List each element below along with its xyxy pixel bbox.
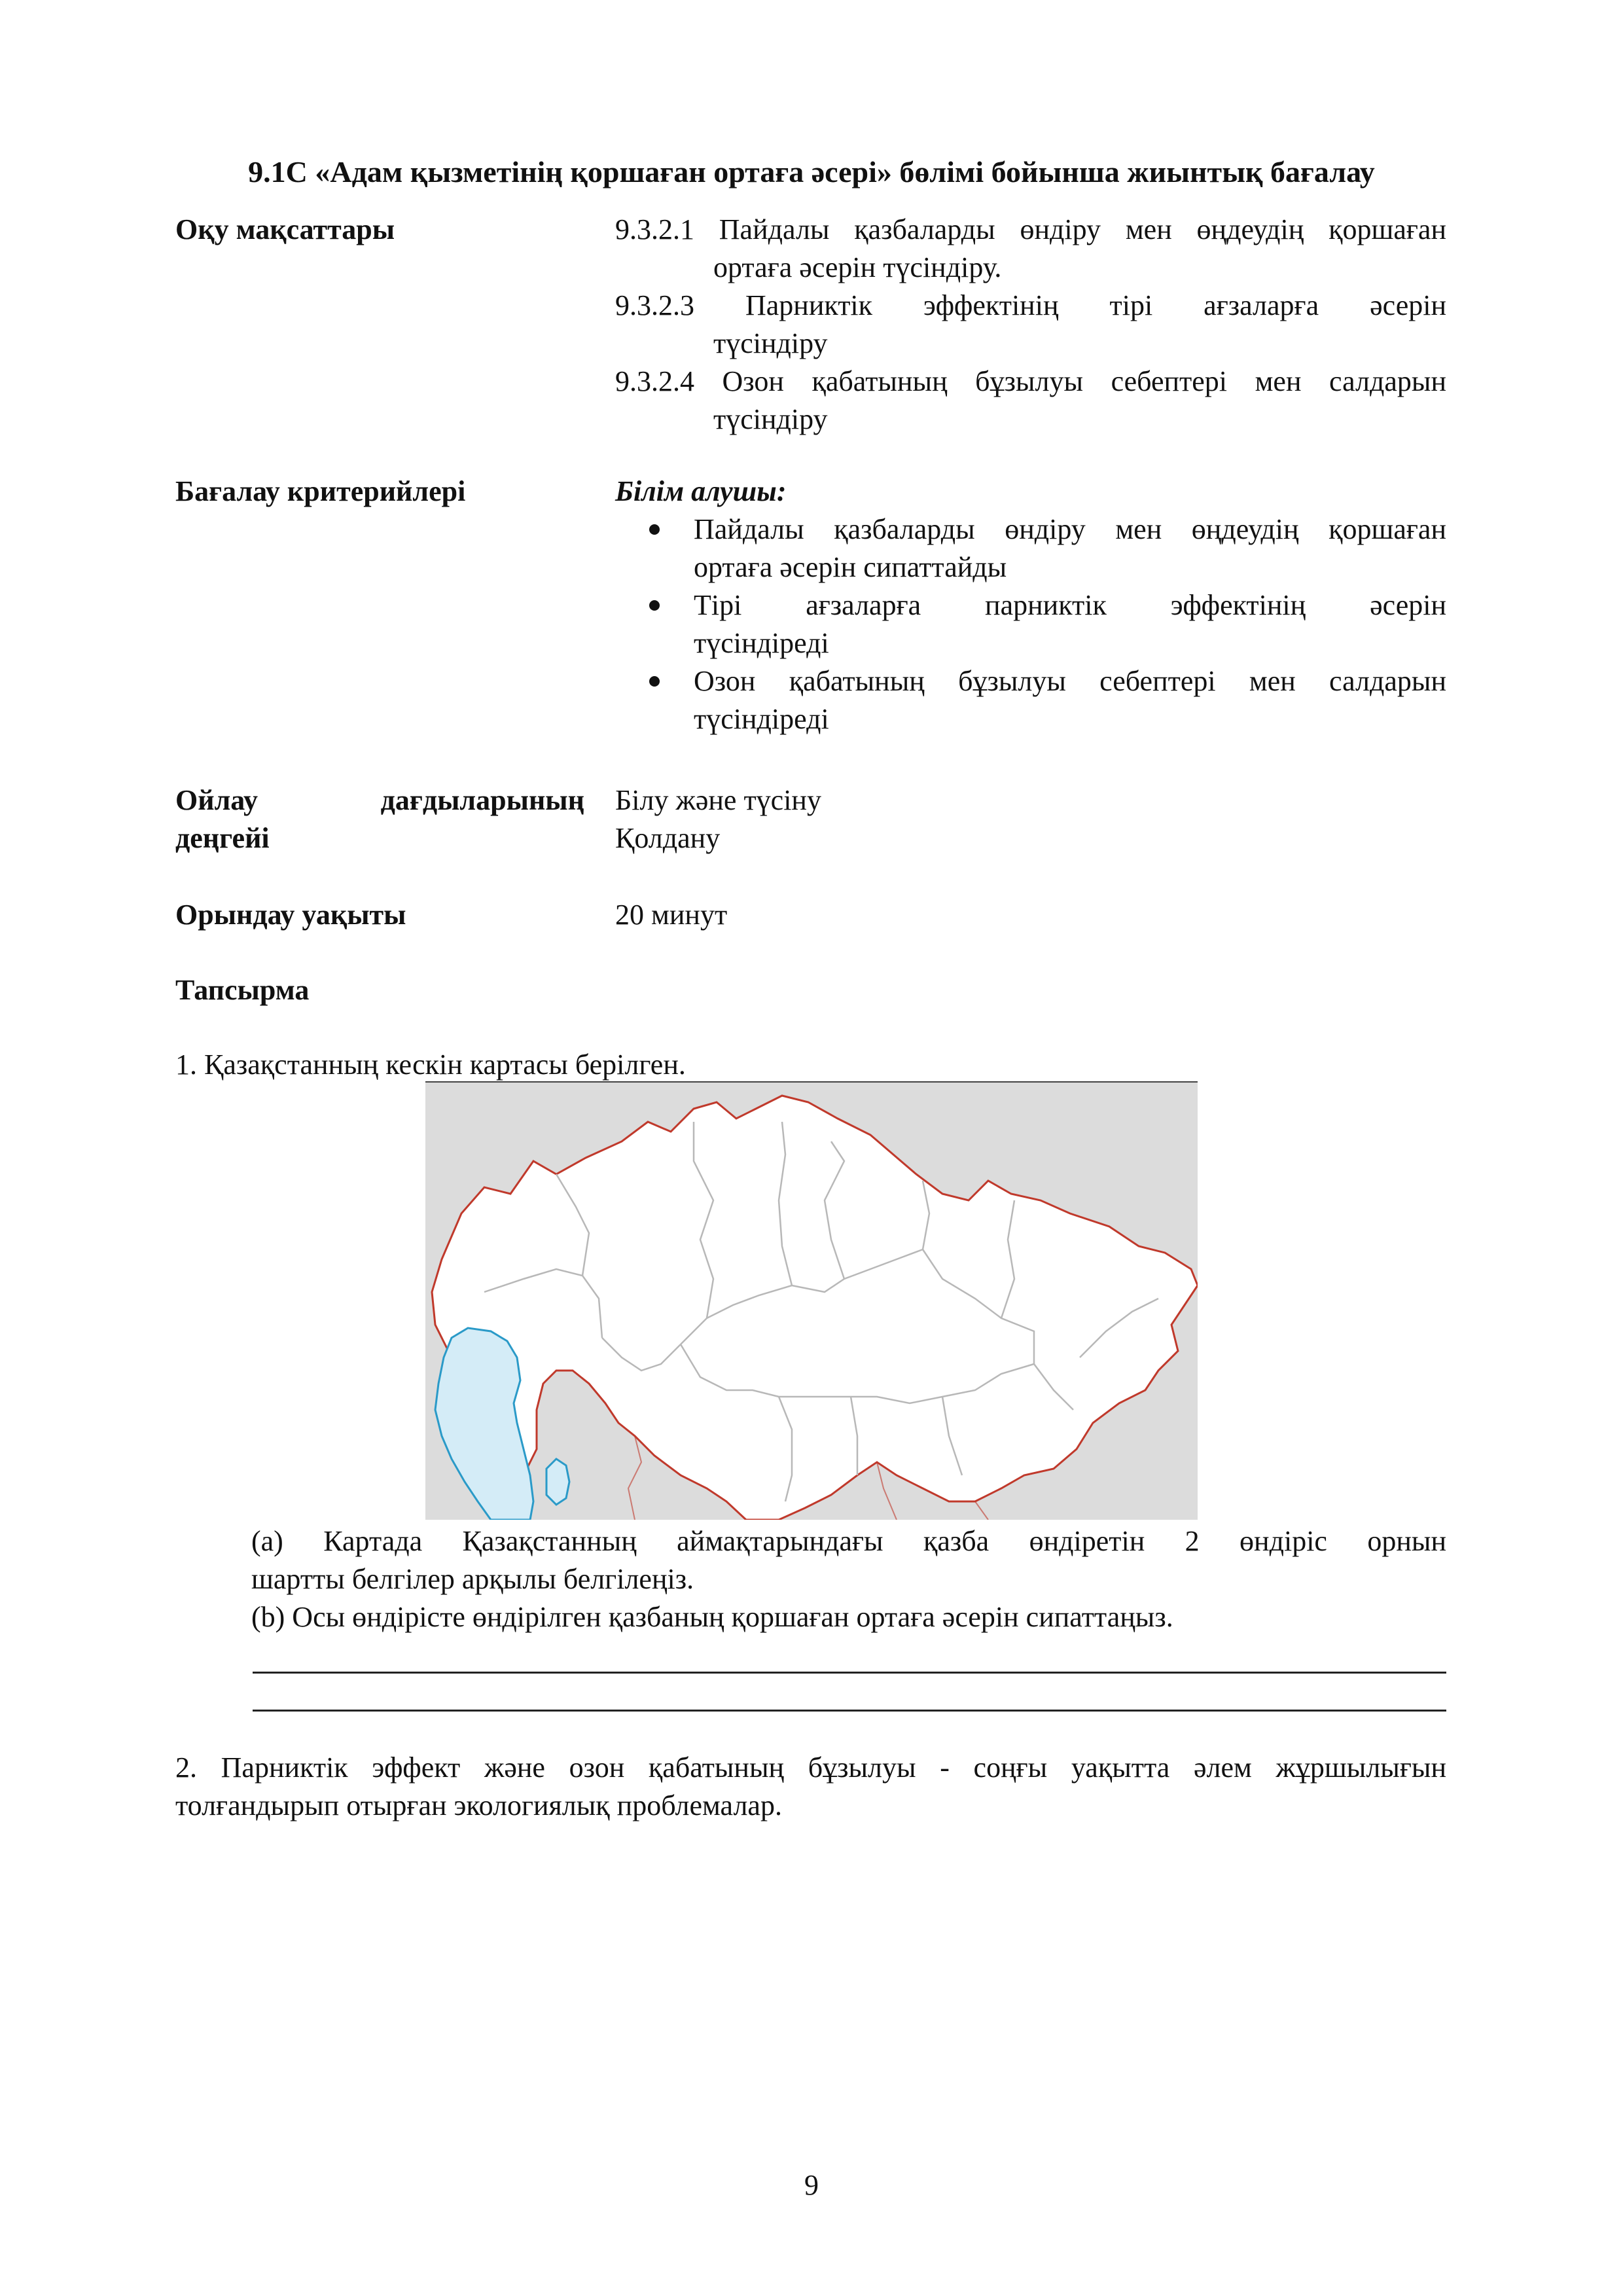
page-title: 9.1С «Адам қызметінің қоршаған ортаға әсері» бөлімі бойынша жиынтық бағалау (248, 155, 1375, 188)
page-number: 9 (804, 2169, 819, 2201)
skills-value: Қолдану (615, 822, 721, 854)
answer-line[interactable] (253, 1710, 1446, 1712)
objective-item (615, 211, 1446, 287)
question-2-line2: толғандырып отырған экологиялық проблемалар. (175, 1789, 782, 1821)
objectives-label: Оқу мақсаттары (175, 213, 395, 245)
objective-line: 9.3.2.3 Парниктік эффектінің тірі ағзаларға әсерін (615, 289, 1446, 321)
skills-value: Білу және түсіну (615, 784, 821, 816)
criteria-item (615, 586, 1446, 662)
skills-label-line1 (175, 781, 584, 819)
question-2-line1: 2. Парниктік эффект және озон қабатының бұзылуы - соңғы уақытта әлем жұршылығын (175, 1751, 1446, 1784)
criteria-intro: Білім алушы: (615, 475, 787, 507)
objective-item (615, 287, 1446, 363)
time-value: 20 минут (615, 899, 728, 931)
criteria-line: түсіндіреді (694, 703, 829, 735)
skills-label-line2: деңгейі (175, 822, 270, 854)
criteria-line: Озон қабатының бұзылуы себептері мен салдарын (694, 665, 1446, 697)
skills-label-word: дағдыларының (380, 784, 584, 816)
objectives-list (615, 211, 1446, 439)
aral-sea (546, 1459, 569, 1505)
criteria-line: Тірі ағзаларға парниктік эффектінің әсерін (694, 589, 1446, 621)
kazakhstan-map-svg (425, 1083, 1198, 1520)
criteria-item (615, 662, 1446, 738)
kazakhstan-map (425, 1081, 1198, 1520)
bullet-icon (649, 524, 660, 535)
objective-line: түсіндіру (713, 327, 828, 359)
objective-line: түсіндіру (713, 403, 828, 435)
question-1-text: 1. Қазақстанның кескін картасы берілген. (175, 1049, 686, 1081)
question-1a-line2: шартты белгілер арқылы белгілеңіз. (251, 1563, 694, 1595)
criteria-label: Бағалау критерийлері (175, 475, 466, 507)
skills-label-word: Ойлау (175, 784, 259, 816)
objective-line: ортаға әсерін түсіндіру. (713, 251, 1002, 283)
criteria-line: түсіндіреді (694, 627, 829, 659)
answer-line[interactable] (253, 1672, 1446, 1674)
time-label: Орындау уақыты (175, 899, 406, 931)
criteria-list (615, 511, 1446, 738)
objective-line: 9.3.2.1 Пайдалы қазбаларды өндіру мен өңдеудің қоршаған (615, 213, 1446, 245)
task-heading: Тапсырма (175, 974, 310, 1006)
question-1a-line1: (a) Картада Қазақстанның аймақтарындағы қазба өндіретін 2 өндіріс орнын (251, 1525, 1446, 1557)
objective-line: 9.3.2.4 Озон қабатының бұзылуы себептері мен салдарын (615, 365, 1446, 397)
question-1b: (b) Осы өндірісте өндірілген қазбаның қоршаған ортаға әсерін сипаттаңыз. (251, 1601, 1173, 1633)
criteria-item (615, 511, 1446, 586)
objective-item (615, 363, 1446, 439)
criteria-line: Пайдалы қазбаларды өндіру мен өңдеудің қоршаған (694, 513, 1446, 545)
bullet-icon (649, 600, 660, 611)
criteria-block (615, 473, 1446, 738)
bullet-icon (649, 676, 660, 687)
criteria-line: ортаға әсерін сипаттайды (694, 551, 1007, 583)
